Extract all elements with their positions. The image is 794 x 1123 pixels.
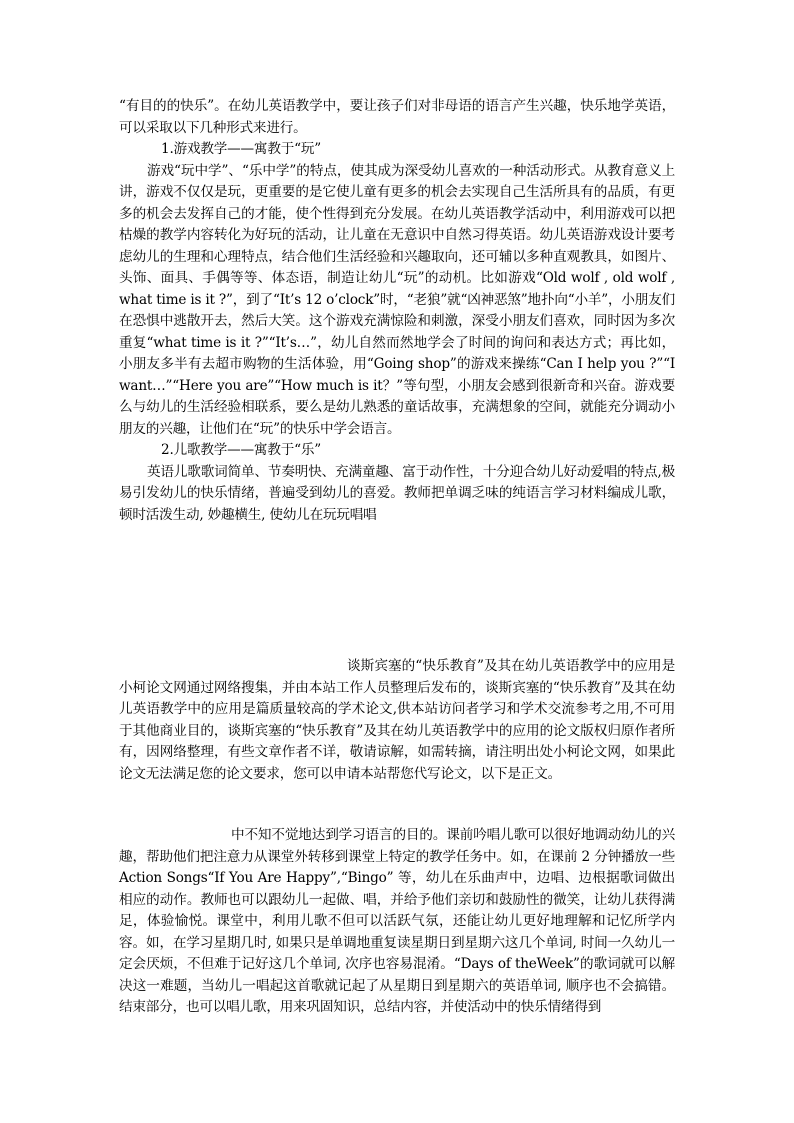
- article-continuation: [119, 825, 675, 1019]
- article-section-games-songs: [119, 96, 675, 526]
- source-notice-paragraph: 谈斯宾塞的“快乐教育”及其在幼儿英语教学中的应用是小柯论文网通过网络搜集，并由本站工作人员整理后发布的，谈斯宾塞的“快乐教育”及其在幼儿英语教学中的应用是篇质量较高的学术论文,供本站访问者学习和学术交流参考之用,不可用于其他商业目的，谈斯宾塞的“快乐教育”及其在幼儿英语教学中的应用的论文版权归原作者所有，因网络整理，有些文章作者不详，敬请谅解，如需转摘，请注明出处小柯论文网，如果此论文无法满足您的论文要求，您可以申请本站帮您代写论文，以下是正文。: [119, 658, 675, 782]
- song-teaching-paragraph: 英语儿歌歌词简单、节奏明快、充满童趣、富于动作性，十分迎合幼儿好动爱唱的特点,极易引发幼儿的快乐情绪，普遍受到幼儿的喜爱。教师把单调乏味的纯语言学习材料编成儿歌，顿时活泼生动, 妙趣横生, 使幼儿在玩玩唱唱: [119, 463, 675, 523]
- game-teaching-paragraph: 游戏“玩中学”、“乐中学”的特点，使其成为深受幼儿喜欢的一种活动形式。从教育意义上讲，游戏不仅仅是玩，更重要的是它使儿童有更多的机会去实现自己生活所具有的品质，有更多的机会去发挥自己的才能，使个性得到充分发展。在幼儿英语教学活动中，利用游戏可以把枯燥的教学内容转化为好玩的活动，让儿童在无意识中自然习得英语。幼儿英语游戏设计要考虑幼儿的生理和心理特点，结合他们生活经验和兴趣取向，还可辅以多种直观教具，如图片、头饰、面具、手偶等等、体态语，制造让幼儿“玩”的动机。比如游戏“Old wolf , old wolf , what time is it ?”，到了“It’s 12 o’clock”时，“老狼”就“凶神恶煞”地扑向“小羊”，小朋友们在恐惧中逃散开去，然后大笑。这个游戏充满惊险和刺激，深受小朋友们喜欢，同时因为多次重复“what time is it ?”“It’s…”，幼儿自然而然地学会了时间的询问和表达方式；再比如，小朋友多半有去超市购物的生活体验，用“Going shop”的游戏来操练“Can I help you ?”“I want…”“Here you are”“How much is it？”等句型，小朋友会感到很新奇和兴奋。游戏要么与幼儿的生活经验相联系，要么是幼儿熟悉的童话故事，充满想象的空间，就能充分调动小朋友的兴趣，让他们在“玩”的快乐中学会语言。: [119, 162, 675, 437]
- article-source-notice: [119, 656, 675, 785]
- heading-game-teaching: 1.游戏教学——寓教于“玩”: [161, 141, 322, 157]
- continuation-paragraph: 中不知不觉地达到学习语言的目的。课前吟唱儿歌可以很好地调动幼儿的兴趣，帮助他们把注意力从课堂外转移到课堂上特定的教学任务中。如，在课前 2 分钟播放一些 Action Songs“If You Are Happy”,“Bingo” 等，幼儿在乐曲声中，边唱、边根据歌词做出相应的动作。教师也可以跟幼儿一起做、唱，并给予他们亲切和鼓励性的微笑，让幼儿获得满足，体验愉悦。课堂中，利用儿歌不但可以活跃气氛，还能让幼儿更好地理解和记忆所学内容。如，在学习星期几时, 如果只是单调地重复读星期日到星期六这几个单词, 时间一久幼儿一定会厌烦，不但难于记好这几个单词, 次序也容易混淆。“Days of theWeek”的歌词就可以解决这一难题，当幼儿一唱起这首歌就记起了从星期日到星期六的英语单词, 顺序也不会搞错。结束部分，也可以唱儿歌，用来巩固知识，总结内容，并使活动中的快乐情绪得到: [119, 827, 675, 1015]
- heading-song-teaching: 2.儿歌教学——寓教于“乐”: [161, 442, 322, 458]
- intro-paragraph: “有目的的快乐”。在幼儿英语教学中，要让孩子们对非母语的语言产生兴趣，快乐地学英语，可以采取以下几种形式来进行。: [119, 98, 675, 136]
